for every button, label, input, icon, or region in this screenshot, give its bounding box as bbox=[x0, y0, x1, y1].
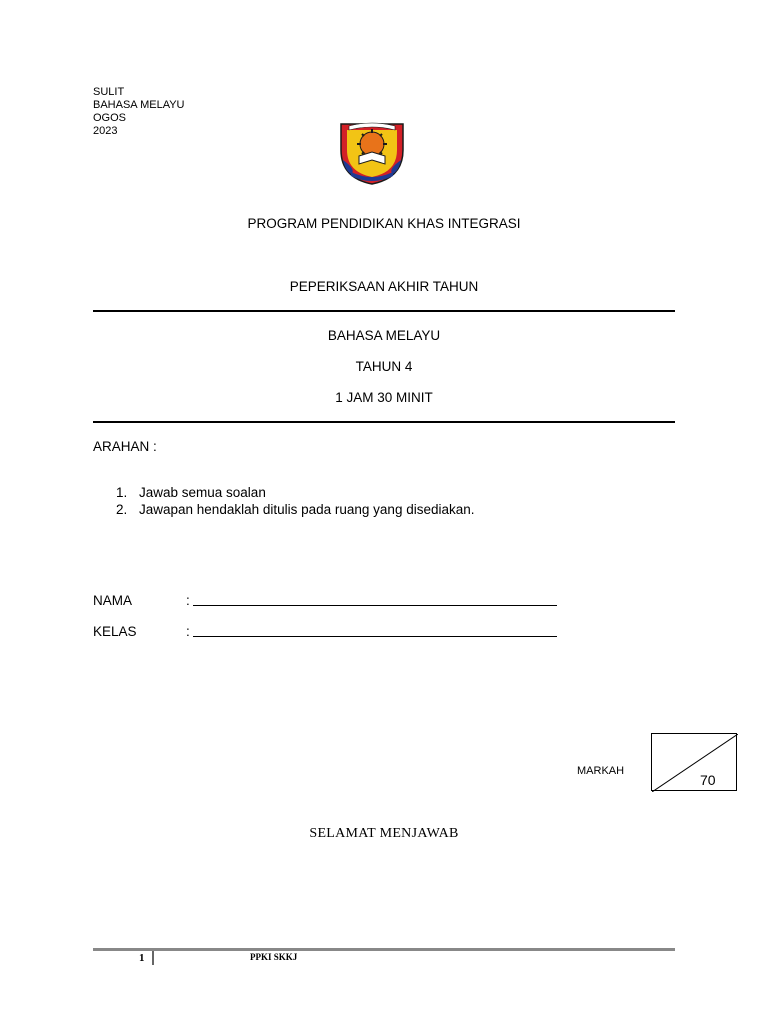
markah-box[interactable] bbox=[651, 733, 737, 791]
program-title: PROGRAM PENDIDIKAN KHAS INTEGRASI bbox=[247, 216, 521, 231]
list-item-text: Jawapan hendaklah ditulis pada ruang yang disediakan. bbox=[139, 502, 475, 517]
nama-colon: : bbox=[186, 593, 190, 608]
duration-title: 1 JAM 30 MINIT bbox=[335, 390, 433, 405]
nama-field[interactable] bbox=[193, 592, 557, 606]
school-crest-icon bbox=[337, 120, 407, 186]
nama-label: NAMA bbox=[93, 593, 133, 608]
instructions-heading: ARAHAN : bbox=[93, 439, 157, 454]
bottom-divider bbox=[93, 421, 675, 423]
kelas-field[interactable] bbox=[193, 623, 557, 637]
list-item-text: Jawab semua soalan bbox=[139, 485, 266, 500]
closing-text: SELAMAT MENJAWAB bbox=[309, 826, 459, 841]
kelas-label: KELAS bbox=[93, 624, 137, 639]
header-subject-text: BAHASA MELAYU bbox=[93, 99, 185, 111]
level-title: TAHUN 4 bbox=[355, 359, 413, 374]
header-month-text: OGOS bbox=[93, 112, 127, 124]
list-item bbox=[116, 501, 475, 518]
exam-title: PEPERIKSAAN AKHIR TAHUN bbox=[289, 279, 479, 294]
page-number: 1 bbox=[139, 952, 145, 964]
top-divider bbox=[93, 310, 675, 312]
footer-divider bbox=[93, 948, 675, 951]
markah-total: 70 bbox=[700, 772, 716, 788]
list-item bbox=[116, 484, 475, 501]
header-block bbox=[93, 86, 185, 138]
header-year-text: 2023 bbox=[93, 125, 118, 137]
markah-label: MARKAH bbox=[577, 765, 625, 777]
list-item-number: 1. bbox=[116, 485, 128, 500]
classification-text: SULIT bbox=[93, 86, 125, 98]
subject-title: BAHASA MELAYU bbox=[327, 328, 441, 343]
kelas-colon: : bbox=[186, 624, 190, 639]
instructions-list bbox=[116, 484, 475, 518]
footer-label: PPKI SKKJ bbox=[250, 952, 298, 962]
list-item-number: 2. bbox=[116, 502, 128, 517]
markah-diagonal bbox=[652, 734, 738, 792]
footer-separator bbox=[152, 951, 154, 965]
